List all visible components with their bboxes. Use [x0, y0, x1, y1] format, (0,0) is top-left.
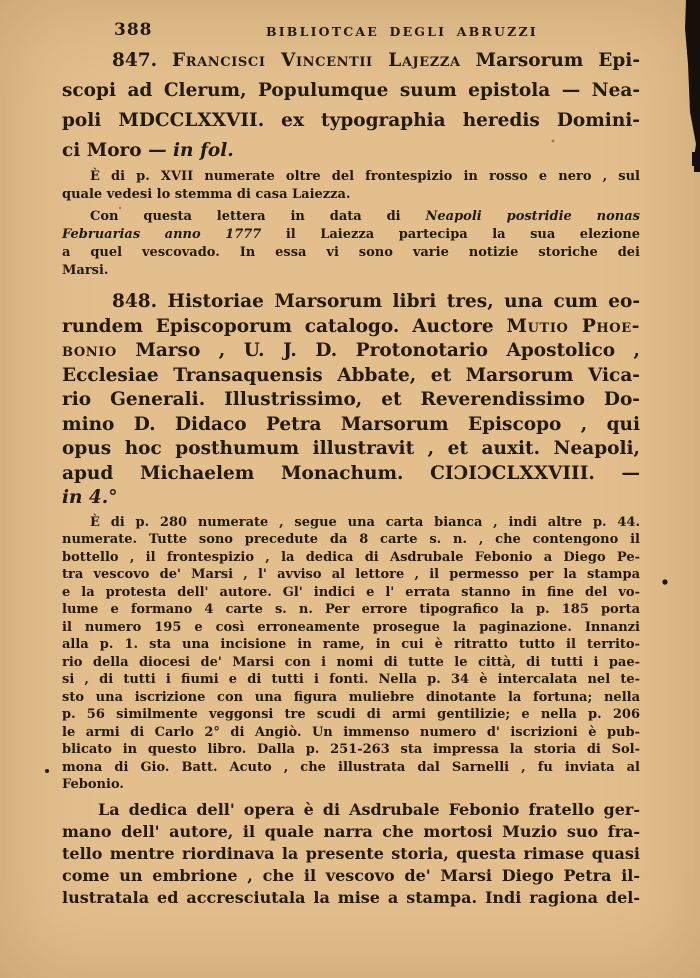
text-segment: È di p. 280 numerate , segue una carta bianca , indi altre p. 44. [90, 514, 640, 530]
text-segment: Francisci Vincentii Lajezza [171, 50, 461, 71]
ink-speck [662, 579, 667, 584]
text-segment: Februarias anno 1777 [62, 227, 262, 242]
scan-edge-artifact [692, 152, 700, 166]
text-line [62, 741, 640, 759]
text-segment: il numero 195 e così erroneamente prosegue la paginazione. Innanzi [62, 619, 640, 635]
text-segment: quale vedesi lo stemma di casa Laiezza. [62, 187, 351, 202]
text-segment: rio della diocesi de' Marsi con i nomi di tutte le città, di tutti i pae- [62, 654, 640, 670]
text-segment: Neapoli postridie nonas [425, 209, 640, 224]
text-line [62, 865, 640, 887]
running-title: BIBLIOTCAE DEGLI ABRUZZI [266, 24, 538, 39]
text-segment: 847. [112, 50, 172, 71]
text-line [62, 549, 640, 567]
text-line [62, 821, 640, 843]
page-header [0, 0, 700, 46]
text-line [62, 315, 640, 340]
text-line [62, 168, 640, 186]
text-line [62, 689, 640, 707]
text-line [62, 601, 640, 619]
text-line [62, 413, 640, 438]
text-line [62, 619, 640, 637]
text-line [62, 364, 640, 389]
text-line [62, 339, 640, 364]
text-line [62, 136, 640, 166]
text-segment: rio Generali. Illustrissimo, et Reverendissimo Do- [62, 389, 640, 410]
entry-847 [62, 46, 640, 166]
text-line [62, 388, 640, 413]
text-segment: Con questa lettera in data di [90, 209, 426, 224]
text-segment: lustratala ed accresciutala la mise a stampa. Indi ragiona del- [62, 887, 640, 907]
note-pagination-847 [62, 168, 640, 204]
text-segment: bonio [62, 340, 117, 361]
ink-speck [45, 769, 49, 773]
text-line [62, 514, 640, 532]
text-segment: La dedica dell' opera è di Asdrubale Febonio fratello ger- [98, 799, 640, 819]
text-segment: il Laiezza partecipa la sua elezione [261, 227, 640, 242]
text-segment: come un embrione , che il vescovo de' Marsi Diego Petra il- [62, 865, 640, 885]
page-number: 388 [114, 20, 153, 40]
page-content [62, 46, 640, 909]
text-segment: apud Michaelem Monachum. CIƆIƆCLXXVIII. — [62, 462, 640, 484]
text-segment: Marsorum Epi- [460, 50, 641, 71]
text-segment: rundem Episcoporum catalogo. Auctore [62, 315, 507, 337]
text-segment: p. 56 similmente veggonsi tre scudi di armi gentilizie; e nella p. 206 [62, 707, 640, 722]
text-segment: blicato in questo libro. Dalla p. 251-263 sta impressa la storia di Sol- [62, 742, 640, 757]
text-segment: tello mentre riordinava la presente storia, questa rimase quasi [62, 843, 640, 863]
text-line [62, 843, 640, 865]
text-segment: le armi di Carlo 2° di Angiò. Un immenso numero d' iscrizioni è pub- [62, 724, 640, 740]
text-segment: a quel vescovado. In essa vi sono varie notizie storiche dei [62, 245, 640, 260]
text-segment: si , di tutti i fiumi e di tutti i fonti. Nella p. 34 è intercalata nel te- [62, 672, 640, 687]
text-line [62, 462, 640, 487]
text-segment: È di p. XVII numerate oltre del frontespizio in rosso e nero , sul [90, 169, 640, 184]
note-description-848 [62, 514, 640, 794]
text-segment: Febonio. [62, 777, 124, 792]
text-line [62, 46, 640, 76]
text-line [62, 208, 640, 226]
text-line [62, 486, 640, 511]
text-line [62, 262, 640, 280]
text-segment: mano dell' autore, il quale narra che mortosi Muzio suo fra- [62, 821, 640, 841]
text-segment: sto una iscrizione con una figura muliebre dinotante la fortuna; nella [62, 689, 640, 705]
text-segment: mino D. Didaco Petra Marsorum Episcopo , qui [62, 413, 640, 435]
text-line [62, 186, 640, 204]
text-segment: in fol. [173, 140, 234, 161]
text-line [62, 290, 640, 315]
text-segment: tra vescovo de' Marsi , l' avviso al lettore , il permesso per la stampa [62, 567, 640, 582]
text-line [62, 799, 640, 821]
text-segment: opus hoc posthumum illustravit , et auxit. Neapoli, [62, 438, 640, 459]
text-segment: bottello , il frontespizio , la dedica di Asdrubale Febonio a Diego Pe- [62, 549, 640, 565]
paragraph-dedication [62, 799, 640, 909]
text-line [62, 636, 640, 654]
text-segment: 848. Historiae Marsorum libri tres, una cum eo- [112, 291, 640, 312]
text-line [62, 226, 640, 244]
text-line [62, 654, 640, 672]
text-segment: Marsi. [62, 263, 109, 278]
text-segment: numerate. Tutte sono precedute da 8 carte s. n. , che contengono il [62, 532, 640, 547]
text-segment: lume e formano 4 carte s. n. Per errore tipografico la p. 185 porta [62, 602, 640, 617]
text-segment: Marso , U. J. D. Protonotario Apostolico , [116, 340, 640, 361]
text-line [62, 566, 640, 584]
text-line [62, 244, 640, 262]
text-segment: mona di Gio. Batt. Acuto , che illustrata dal Sarnelli , fu inviata al [62, 759, 640, 775]
text-line [62, 437, 640, 462]
text-segment: Mutio Phoe- [506, 315, 640, 337]
text-segment: ci Moro — [62, 140, 174, 161]
entry-848 [62, 290, 640, 511]
text-line [62, 706, 640, 724]
text-segment: alla p. 1. sta una incisione in rame, in cui è ritratto tutto il territo- [62, 637, 640, 652]
text-line [62, 584, 640, 602]
text-segment: e la protesta dell' autore. Gl' indici e l' errata stanno in fine del vo- [62, 584, 640, 600]
text-line [62, 671, 640, 689]
text-line [62, 76, 640, 106]
text-line [62, 531, 640, 549]
text-line [62, 724, 640, 742]
text-line [62, 106, 640, 136]
text-line [62, 759, 640, 777]
note-letter-847 [62, 208, 640, 280]
text-segment: in 4.° [62, 487, 118, 508]
text-segment: Ecclesiae Transaquensis Abbate, et Marsorum Vica- [62, 364, 640, 386]
text-line [62, 776, 640, 794]
text-line [62, 887, 640, 909]
text-segment: poli MDCCLXXVII. ex typographia heredis Domini- [62, 110, 640, 131]
text-segment: scopi ad Clerum, Populumque suum epistola — Nea- [62, 80, 640, 101]
